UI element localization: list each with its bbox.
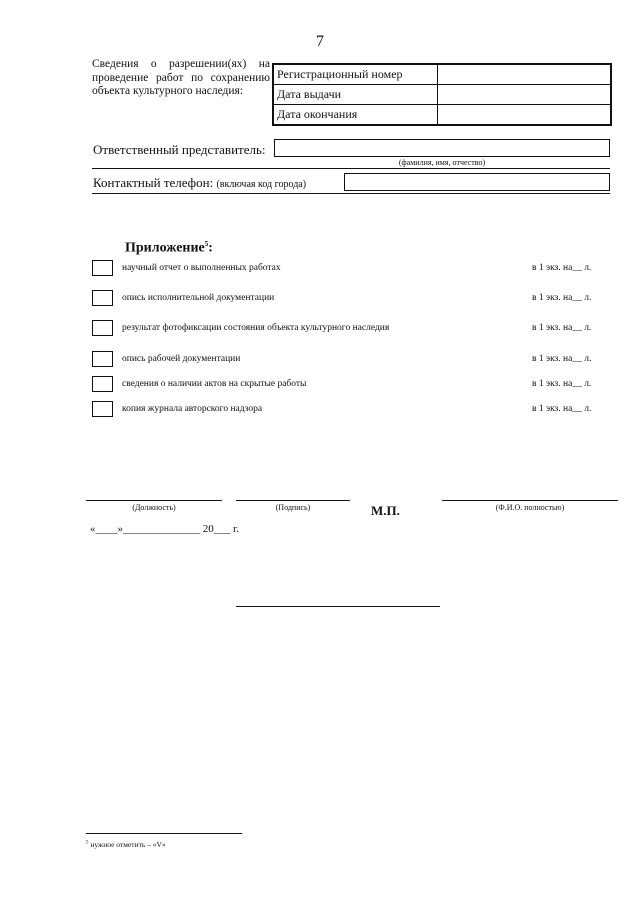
appendix-item-copies: в 1 экз. на__ л.	[532, 404, 592, 414]
appendix-item-copies: в 1 экз. на__ л.	[532, 354, 592, 364]
registration-number-label: Регистрационный номер	[273, 64, 438, 85]
footnote-rule	[86, 833, 242, 834]
phone-divider	[92, 193, 610, 194]
representative-field[interactable]	[274, 139, 610, 157]
appendix-item	[92, 260, 612, 278]
appendix-checkbox[interactable]	[92, 351, 113, 367]
footnote-mark: 5	[86, 840, 89, 846]
appendix-item-text: сведения о наличии актов на скрытые работы	[122, 379, 307, 389]
appendix-item-copies: в 1 экз. на__ л.	[532, 323, 592, 333]
signature-line[interactable]	[236, 500, 350, 501]
appendix-item-text: копия журнала авторского надзора	[122, 404, 263, 414]
appendix-item	[92, 290, 612, 308]
appendix-item	[92, 320, 612, 338]
permit-section-label: Сведения о разрешении(ях) на проведение работ по сохранению объекта культурного наследия:	[92, 58, 270, 97]
appendix-checkbox[interactable]	[92, 260, 113, 276]
representative-hint: (фамилия, имя, отчество)	[398, 158, 486, 167]
appendix-title	[125, 240, 213, 257]
separator-line	[236, 606, 440, 607]
appendix-item-text: результат фотофиксации состояния объекта культурного наследия	[122, 323, 390, 333]
phone-label: Контактный телефон:	[93, 175, 214, 190]
signature-label: (Подпись)	[275, 503, 311, 512]
appendix-checkbox[interactable]	[92, 376, 113, 392]
appendix-title-colon: :	[208, 240, 213, 256]
appendix-footnote-mark: 5	[204, 240, 209, 248]
phone-label-group	[93, 175, 306, 191]
footnote-text: нужное отметить – «V»	[90, 840, 166, 849]
page-number: 7	[316, 33, 324, 50]
appendix-item	[92, 376, 612, 394]
appendix-item-copies: в 1 экз. на__ л.	[532, 379, 592, 389]
appendix-checkbox[interactable]	[92, 320, 113, 336]
end-date-label: Дата окончания	[273, 105, 438, 126]
appendix-item	[92, 401, 612, 419]
date-line[interactable]: «____»______________ 20___ г.	[90, 523, 240, 535]
appendix-checkbox[interactable]	[92, 290, 113, 306]
appendix-title-text: Приложение	[125, 240, 205, 256]
appendix-item-copies: в 1 экз. на__ л.	[532, 263, 592, 273]
permit-row-end-date	[273, 105, 611, 126]
appendix-item-text: опись исполнительной документации	[122, 293, 275, 303]
permit-table	[272, 63, 612, 126]
permit-row-registration	[273, 64, 611, 85]
registration-number-field[interactable]	[438, 64, 612, 85]
full-name-line[interactable]	[442, 500, 618, 501]
representative-divider	[92, 168, 610, 169]
position-line[interactable]	[86, 500, 222, 501]
end-date-field[interactable]	[438, 105, 612, 126]
appendix-checkbox[interactable]	[92, 401, 113, 417]
phone-field[interactable]	[344, 173, 610, 191]
footnote	[86, 840, 166, 849]
appendix-item	[92, 351, 612, 369]
issue-date-field[interactable]	[438, 85, 612, 105]
phone-hint: (включая код города)	[216, 179, 307, 190]
representative-label: Ответственный представитель:	[93, 142, 266, 157]
full-name-label: (Ф.И.О. полностью)	[495, 503, 565, 512]
position-label: (Должность)	[132, 503, 176, 512]
permit-row-issue-date	[273, 85, 611, 105]
stamp-place: М.П.	[371, 503, 400, 518]
issue-date-label: Дата выдачи	[273, 85, 438, 105]
appendix-item-text: опись рабочей документации	[122, 354, 241, 364]
appendix-item-copies: в 1 экз. на__ л.	[532, 293, 592, 303]
appendix-item-text: научный отчет о выполненных работах	[122, 263, 281, 273]
